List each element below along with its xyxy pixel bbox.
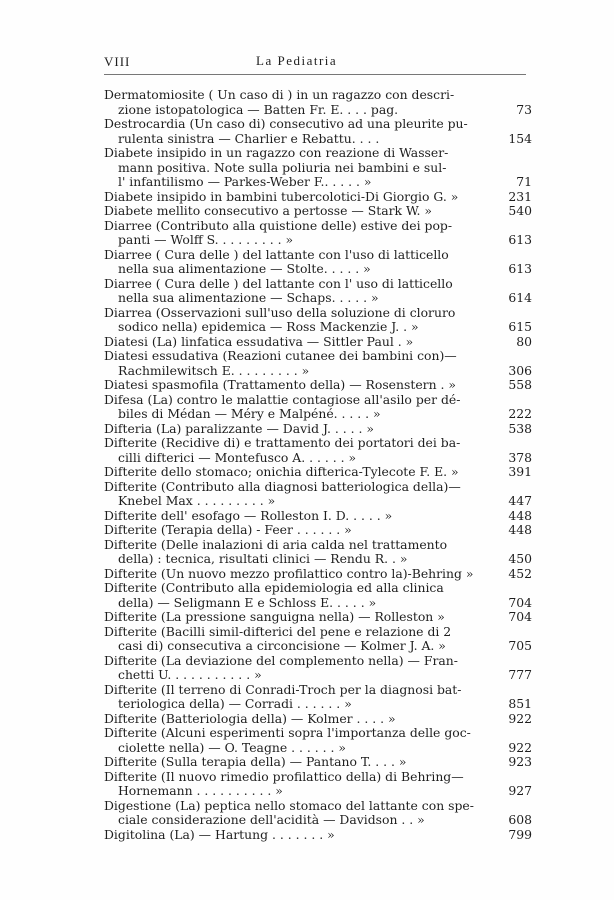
entry-page-number: 704 bbox=[508, 594, 532, 610]
entry-page-number: 222 bbox=[508, 406, 532, 421]
entry-text: ciale considerazione dell'acidità — Davidson . . » bbox=[118, 812, 425, 827]
index-entry bbox=[104, 277, 530, 306]
index-entry-line bbox=[104, 393, 530, 408]
index-entry-line bbox=[104, 625, 530, 640]
index-entry-line bbox=[104, 248, 530, 263]
index-entry-line bbox=[104, 683, 530, 698]
entry-page-number: 391 bbox=[508, 464, 532, 479]
entry-text: Diarree ( Cura delle ) del lattante con l'uso di latticello bbox=[104, 246, 449, 262]
index-entry bbox=[104, 117, 530, 146]
entry-page-number: 538 bbox=[508, 420, 532, 436]
index-entry bbox=[104, 393, 530, 422]
index-entry bbox=[104, 523, 530, 538]
index-entry-line bbox=[104, 117, 530, 132]
entry-text: della) — Seligmann E e Schloss E. . . . . » bbox=[118, 594, 377, 610]
index-entry bbox=[104, 349, 530, 378]
entry-page-number: 450 bbox=[508, 551, 532, 566]
entry-text: Difterite dello stomaco; onichia difterica-Tylecote F. E. » bbox=[104, 464, 459, 479]
index-entry bbox=[104, 335, 530, 350]
index-entry-line bbox=[104, 509, 530, 524]
entry-text: Difesa (La) contro le malattie contagiose all'asilo per dé- bbox=[104, 391, 461, 407]
index-entry-line bbox=[104, 335, 530, 350]
entry-text: Diatesi (La) linfatica essudativa — Sittler Paul . » bbox=[104, 333, 414, 349]
running-title: La Pediatria bbox=[256, 53, 338, 68]
entry-text: ciolette nella) — O. Teagne . . . . . . » bbox=[118, 739, 346, 755]
index-entry-line bbox=[104, 88, 530, 103]
index-entry-line bbox=[104, 175, 530, 190]
index-entry-line bbox=[104, 494, 530, 509]
index-entry-line bbox=[104, 480, 530, 495]
entry-text: Diarree (Contributo alla quistione delle) estive dei pop- bbox=[104, 217, 453, 233]
index-entry bbox=[104, 625, 530, 654]
index-entry-line bbox=[104, 103, 530, 118]
index-entry-line bbox=[104, 219, 530, 234]
entry-page-number: 777 bbox=[508, 667, 532, 682]
entry-text: Difterite (Il terreno di Conradi-Troch per la diagnosi bat- bbox=[104, 681, 462, 697]
entry-text: Difterite dell' esofago — Rolleston I. D. . . . . » bbox=[104, 507, 393, 523]
entry-text: biles di Médan — Méry e Malpéné. . . . . » bbox=[118, 406, 381, 421]
entry-text: Difterite (Contributo alla epidemiologia ed alla clinica bbox=[104, 580, 444, 595]
entry-text: Difterite (Contributo alla diagnosi batteriologica della)— bbox=[104, 478, 461, 494]
index-entry-line bbox=[104, 784, 530, 799]
index-entry-line bbox=[104, 451, 530, 466]
entry-text: cilli difterici — Montefusco A. . . . . . » bbox=[118, 449, 357, 465]
entry-text: Difterite (Bacilli simil-difterici del pene e relazione di 2 bbox=[104, 623, 452, 639]
entry-text: Diabete insipido in bambini tubercolotici-Di Giorgio G. » bbox=[104, 188, 459, 204]
index-entry bbox=[104, 480, 530, 509]
entry-text: Digitolina (La) — Hartung . . . . . . . » bbox=[104, 826, 335, 842]
index-entry-line bbox=[104, 654, 530, 669]
entry-text: della) : tecnica, risultati clinici — Rendu R. . » bbox=[118, 551, 408, 566]
index-entry-line bbox=[104, 349, 530, 364]
entry-text: nella sua alimentazione — Stolte. . . . . » bbox=[118, 261, 371, 276]
page-header bbox=[104, 50, 526, 72]
index-entry bbox=[104, 190, 530, 205]
page-number: VIII bbox=[104, 54, 131, 69]
index-entry bbox=[104, 683, 530, 712]
index-entry-line bbox=[104, 378, 530, 393]
index-entry-line bbox=[104, 277, 530, 292]
entry-page-number: 231 bbox=[508, 188, 532, 204]
entry-page-number: 613 bbox=[508, 261, 532, 276]
entry-text: Diarree ( Cura delle ) del lattante con l' uso di latticello bbox=[104, 275, 453, 291]
entry-text: Difterite (La deviazione del complemento nella) — Fran- bbox=[104, 652, 458, 668]
index-entry-line bbox=[104, 204, 530, 219]
index-entry-line bbox=[104, 741, 530, 756]
index-entry-line bbox=[104, 770, 530, 785]
entry-text: Destrocardia (Un caso di) consecutivo ad una pleurite pu- bbox=[104, 116, 468, 131]
entry-page-number: 923 bbox=[508, 754, 532, 769]
index-entry-line bbox=[104, 581, 530, 596]
index-entry-line bbox=[104, 755, 530, 770]
entry-text: Diabete insipido in un ragazzo con reazione di Wasser- bbox=[104, 145, 449, 160]
index-entry-line bbox=[104, 364, 530, 379]
entry-page-number: 851 bbox=[508, 696, 532, 711]
index-entry-line bbox=[104, 465, 530, 480]
index-entry-line bbox=[104, 567, 530, 582]
index-entry bbox=[104, 219, 530, 248]
index-entry-line bbox=[104, 291, 530, 306]
entry-text: Diabete mellito consecutivo a pertosse — Stark W. » bbox=[104, 203, 432, 218]
index-entry-line bbox=[104, 799, 530, 814]
index-entry bbox=[104, 509, 530, 524]
entry-page-number: 447 bbox=[508, 493, 532, 508]
entry-page-number: 448 bbox=[508, 522, 532, 537]
index-entry-line bbox=[104, 320, 530, 335]
entry-text: Diatesi essudativa (Reazioni cutanee dei bambini con)— bbox=[104, 348, 457, 363]
index-entry-line bbox=[104, 712, 530, 727]
entry-page-number: 705 bbox=[508, 638, 532, 653]
entry-page-number: 614 bbox=[508, 290, 532, 305]
entry-page-number: 540 bbox=[508, 203, 532, 218]
entry-text: Difteria (La) paralizzante — David J. . . . . » bbox=[104, 420, 374, 436]
index-entry bbox=[104, 770, 530, 799]
entry-page-number: 306 bbox=[508, 362, 532, 378]
entry-text: Knebel Max . . . . . . . . . » bbox=[118, 493, 276, 508]
index-entry bbox=[104, 306, 530, 335]
index-entry-line bbox=[104, 422, 530, 437]
index-entry-line bbox=[104, 190, 530, 205]
entry-page-number: 922 bbox=[508, 710, 532, 726]
index-entry-line bbox=[104, 161, 530, 176]
entry-page-number: 704 bbox=[508, 609, 532, 624]
entry-text: Difterite (Sulla terapia della) — Pantano T. . . . » bbox=[104, 754, 407, 769]
index-entry-line bbox=[104, 146, 530, 161]
entry-text: Difterite (Batteriologia della) — Kolmer . . . . » bbox=[104, 710, 396, 726]
entry-text: rulenta sinistra — Charlier e Rebattu. . . . bbox=[118, 130, 380, 146]
index-entry bbox=[104, 422, 530, 437]
entry-text: teriologica della) — Corradi . . . . . . » bbox=[118, 696, 352, 711]
entry-page-number: 558 bbox=[508, 377, 532, 392]
entry-page-number: 154 bbox=[508, 130, 532, 146]
entry-page-number: 922 bbox=[508, 739, 532, 755]
entry-text: Difterite (La pressione sanguigna nella) — Rolleston » bbox=[104, 609, 445, 624]
entry-text: Difterite (Un nuovo mezzo profilattico contro la)-Behring » bbox=[104, 565, 474, 581]
index-entry-line bbox=[104, 726, 530, 741]
index-entry-line bbox=[104, 596, 530, 611]
entry-text: Digestione (La) peptica nello stomaco del lattante con spe- bbox=[104, 797, 474, 813]
entry-text: Diatesi spasmofila (Trattamento della) — Rosenstern . » bbox=[104, 377, 456, 392]
entry-page-number: 448 bbox=[508, 507, 532, 523]
index-entry bbox=[104, 465, 530, 480]
index-entry bbox=[104, 378, 530, 393]
index-entry-line bbox=[104, 233, 530, 248]
index-entry bbox=[104, 88, 530, 117]
index-entry bbox=[104, 712, 530, 727]
index-entry bbox=[104, 248, 530, 277]
entry-page-number: 71 bbox=[516, 174, 532, 189]
entry-text: mann positiva. Note sulla poliuria nei bambini e sul- bbox=[118, 159, 447, 175]
index-entry-line bbox=[104, 552, 530, 567]
entry-text: chetti U. . . . . . . . . . . » bbox=[118, 667, 262, 682]
entry-text: zione istopatologica — Batten Fr. E. . . . pag. bbox=[118, 101, 399, 117]
index-entry bbox=[104, 755, 530, 770]
entry-page-number: 615 bbox=[508, 319, 532, 334]
index-entry-line bbox=[104, 668, 530, 683]
entry-text: Difterite (Il nuovo rimedio profilattico della) di Behring— bbox=[104, 768, 464, 784]
index-entry-line bbox=[104, 407, 530, 422]
entry-text: Diarrea (Osservazioni sull'uso della soluzione di cloruro bbox=[104, 304, 456, 320]
index-entry bbox=[104, 567, 530, 582]
index-entry bbox=[104, 204, 530, 219]
entry-page-number: 799 bbox=[508, 826, 532, 842]
entry-text: panti — Wolff S. . . . . . . . . » bbox=[118, 232, 294, 247]
entry-text: casi di) consecutiva a circoncisione — Kolmer J. A. » bbox=[118, 638, 446, 653]
index-entry bbox=[104, 538, 530, 567]
entry-page-number: 452 bbox=[508, 565, 532, 581]
index-entry-line bbox=[104, 697, 530, 712]
index-entry bbox=[104, 436, 530, 465]
entry-text: l' infantilismo — Parkes-Weber F.. . . . . » bbox=[118, 174, 372, 189]
entry-page-number: 378 bbox=[508, 449, 532, 465]
index-entry-line bbox=[104, 262, 530, 277]
index-entry bbox=[104, 799, 530, 828]
index-entry-line bbox=[104, 639, 530, 654]
entry-page-number: 73 bbox=[516, 101, 532, 117]
header-rule bbox=[104, 74, 526, 75]
entry-text: Dermatomiosite ( Un caso di ) in un ragazzo con descri- bbox=[104, 87, 455, 102]
index-entry-line bbox=[104, 610, 530, 625]
index-entry-line bbox=[104, 436, 530, 451]
index-entry bbox=[104, 726, 530, 755]
entry-text: Hornemann . . . . . . . . . . » bbox=[118, 783, 283, 798]
index-entry-line bbox=[104, 132, 530, 147]
index-entry bbox=[104, 654, 530, 683]
entry-page-number: 927 bbox=[508, 783, 532, 798]
index-list bbox=[104, 88, 530, 842]
index-entry bbox=[104, 581, 530, 610]
index-entry bbox=[104, 610, 530, 625]
entry-text: Difterite (Delle inalazioni di aria calda nel trattamento bbox=[104, 536, 448, 552]
index-entry-line bbox=[104, 306, 530, 321]
entry-text: Difterite (Terapia della) - Feer . . . . . . » bbox=[104, 522, 352, 537]
index-entry-line bbox=[104, 523, 530, 538]
index-entry-line bbox=[104, 538, 530, 553]
index-entry bbox=[104, 828, 530, 843]
index-entry bbox=[104, 146, 530, 190]
entry-text: sodico nella) epidemica — Ross Mackenzie J. . » bbox=[118, 319, 419, 334]
entry-page-number: 608 bbox=[508, 812, 532, 827]
entry-page-number: 613 bbox=[508, 232, 532, 247]
entry-text: Rachmilewitsch E. . . . . . . . . » bbox=[118, 362, 310, 378]
index-entry-line bbox=[104, 813, 530, 828]
entry-page-number: 80 bbox=[516, 333, 532, 349]
index-entry-line bbox=[104, 828, 530, 843]
entry-text: Difterite (Recidive di) e trattamento dei portatori dei ba- bbox=[104, 435, 461, 450]
entry-text: Difterite (Alcuni esperimenti sopra l'importanza delle goc- bbox=[104, 725, 471, 740]
entry-text: nella sua alimentazione — Schaps. . . . . » bbox=[118, 290, 379, 305]
